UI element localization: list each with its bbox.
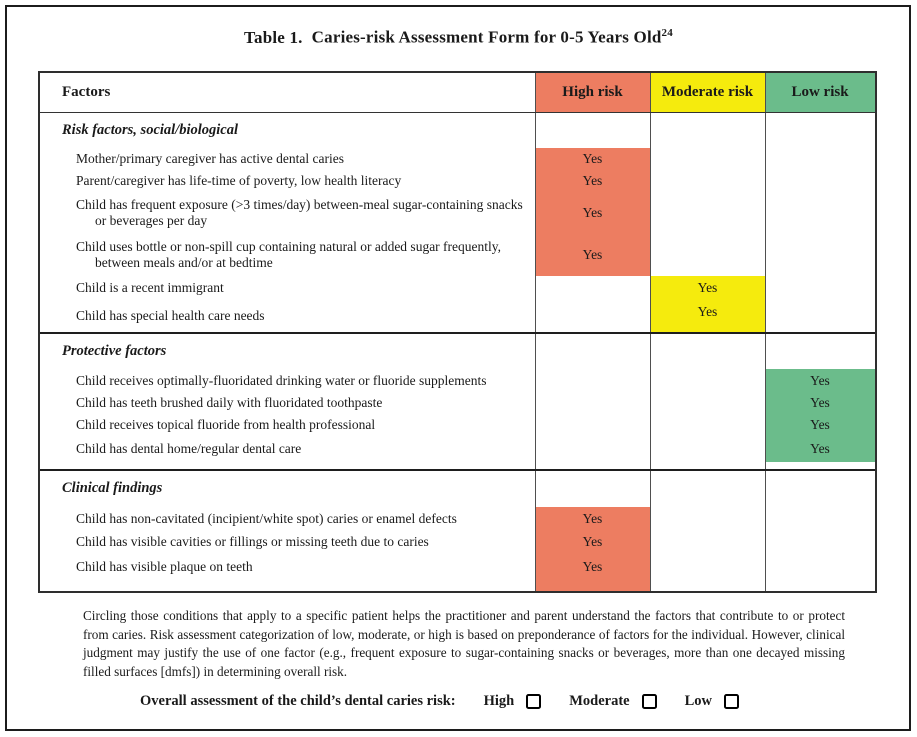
factor-text: Child has visible plaque on teeth bbox=[76, 559, 253, 574]
factor-text: Child has teeth brushed daily with fluoridated toothpaste bbox=[76, 395, 383, 410]
yes-cell-high: Yes bbox=[582, 559, 603, 574]
factor-row bbox=[76, 233, 528, 276]
column-header-high-risk: High risk bbox=[562, 84, 623, 100]
factor-row bbox=[76, 530, 528, 553]
factor-text: Parent/caregiver has life-time of poverty, low health literacy bbox=[76, 173, 402, 188]
table-title-text: Caries-risk Assessment Form for 0-5 Years Old bbox=[311, 27, 662, 47]
section-label-risk-factors: Risk factors, social/biological bbox=[62, 121, 239, 138]
factor-text: Child has visible cavities or fillings or missing teeth due to caries bbox=[76, 533, 429, 549]
factor-row bbox=[76, 369, 528, 392]
overall-assessment-label: Overall assessment of the child’s dental caries risk: bbox=[140, 693, 456, 709]
factor-text: Child has special health care needs bbox=[76, 308, 265, 323]
factor-text: Child has frequent exposure (>3 times/day) between-meal sugar-containing snacks or beverages per day bbox=[76, 196, 523, 228]
assessment-option-high-label: High bbox=[483, 693, 515, 709]
yes-cell-low: Yes bbox=[810, 395, 830, 410]
factor-row bbox=[76, 276, 528, 299]
factor-row bbox=[76, 299, 528, 333]
high-checkbox[interactable] bbox=[526, 694, 541, 709]
factor-row bbox=[76, 148, 528, 170]
factor-row bbox=[76, 553, 528, 581]
column-header-low-risk: Low risk bbox=[791, 84, 849, 100]
moderate-checkbox[interactable] bbox=[642, 694, 657, 709]
assessment-option-moderate-label: Moderate bbox=[569, 693, 630, 709]
table-title bbox=[0, 27, 917, 48]
assessment-option-low bbox=[685, 693, 739, 710]
assessment-option-moderate bbox=[569, 693, 656, 710]
yes-cell-high: Yes bbox=[582, 204, 603, 220]
column-header-factors: Factors bbox=[62, 84, 111, 100]
yes-cell-low: Yes bbox=[810, 441, 830, 456]
yes-cell-moderate: Yes bbox=[697, 304, 718, 319]
yes-cell-high: Yes bbox=[582, 510, 603, 526]
factor-text: Child receives topical fluoride from health professional bbox=[76, 417, 376, 432]
factor-row bbox=[76, 414, 528, 436]
factor-text: Child has dental home/regular dental care bbox=[76, 441, 302, 456]
yes-cell-high: Yes bbox=[582, 151, 603, 166]
yes-cell-high: Yes bbox=[582, 246, 603, 262]
factor-row bbox=[76, 192, 528, 233]
table-number: Table 1. bbox=[244, 27, 303, 47]
factor-text: Child is a recent immigrant bbox=[76, 279, 224, 295]
overall-assessment-row bbox=[140, 693, 739, 710]
section-divider-1 bbox=[40, 332, 875, 334]
factor-text: Mother/primary caregiver has active dental caries bbox=[76, 151, 344, 166]
yes-cell-high: Yes bbox=[582, 533, 603, 549]
yes-cell-high: Yes bbox=[582, 173, 603, 188]
factor-row bbox=[76, 170, 528, 192]
yes-cell-low: Yes bbox=[810, 417, 830, 432]
yes-cell-low: Yes bbox=[810, 372, 830, 388]
assessment-option-low-label: Low bbox=[684, 693, 713, 709]
header-bottom-border bbox=[40, 112, 875, 113]
caries-risk-table bbox=[38, 71, 877, 593]
factor-text: Child has non-cavitated (incipient/white spot) caries or enamel defects bbox=[76, 510, 457, 526]
factor-row bbox=[76, 392, 528, 414]
assessment-option-high bbox=[484, 693, 542, 710]
section-label-protective-factors: Protective factors bbox=[62, 342, 167, 359]
yes-cell-moderate: Yes bbox=[697, 279, 718, 295]
low-checkbox[interactable] bbox=[724, 694, 739, 709]
table-footnote: Circling those conditions that apply to a specific patient helps the practitioner and parent understand the factors that contribute to or protect from caries. Risk assessment categorization of low, moderate, or high is based on preponderance of factors for the individual. However, clinical judgment may justify the use of one factor (e.g., frequent exposure to sugar-containing snacks or beverages, more than one decayed missing filled surfaces [dmfs]) in determining overall risk. bbox=[83, 608, 845, 679]
citation-superscript: 24 bbox=[661, 27, 673, 39]
column-header-moderate-risk: Moderate risk bbox=[661, 84, 754, 100]
factor-row bbox=[76, 436, 528, 462]
section-divider-2 bbox=[40, 469, 875, 471]
factor-row bbox=[76, 507, 528, 530]
factor-text: Child receives optimally-fluoridated drinking water or fluoride supplements bbox=[76, 372, 487, 388]
factor-text: Child uses bottle or non-spill cup containing natural or added sugar frequently, between meals and/or at bedtime bbox=[76, 238, 502, 270]
section-label-clinical-findings: Clinical findings bbox=[62, 480, 163, 496]
